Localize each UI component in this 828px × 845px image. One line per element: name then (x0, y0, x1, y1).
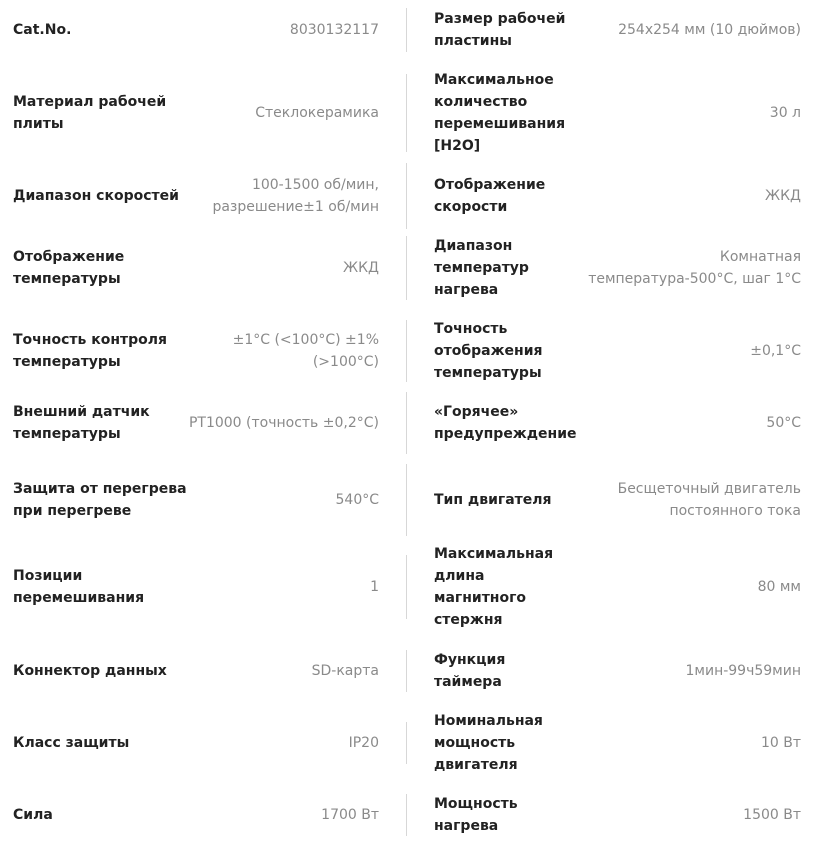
spec-row (0, 650, 828, 692)
spec-cell (0, 555, 406, 619)
spec-value: 10 Вт (760, 735, 801, 751)
spec-row (0, 163, 828, 229)
spec-cell (406, 320, 828, 382)
spec-cell (406, 546, 828, 628)
spec-label: Размер рабочей пластины (434, 11, 566, 49)
spec-label: Коннектор данных (13, 663, 167, 679)
spec-cell (0, 236, 406, 300)
spec-value: 1700 Вт (321, 807, 379, 823)
spec-cell (0, 8, 406, 52)
spec-label: Тип двигателя (434, 492, 552, 508)
spec-value: ±1°C (<100°C) ±1% (>100°C) (232, 332, 379, 370)
spec-value: Бесщеточный двигатель постоянного тока (617, 481, 801, 519)
spec-value: ЖКД (343, 260, 379, 276)
spec-value: ЖКД (765, 188, 801, 204)
spec-label: Точность контроля температуры (13, 332, 167, 370)
spec-value: 1мин-99ч59мин (685, 663, 801, 679)
spec-cell (0, 464, 406, 536)
spec-cell (406, 74, 828, 152)
spec-cell (406, 713, 828, 773)
spec-label: Диапазон температур нагрева (434, 238, 529, 298)
spec-row (0, 74, 828, 152)
spec-label: Функция таймера (434, 652, 506, 690)
spec-cell (0, 74, 406, 152)
spec-value: Комнатная температура-500°C, шаг 1°C (588, 249, 801, 287)
spec-row (0, 236, 828, 300)
spec-label: Материал рабочей плиты (13, 94, 167, 132)
spec-value: 100-1500 об/мин, разрешение±1 об/мин (212, 177, 379, 215)
spec-label: Позиции перемешивания (13, 568, 145, 606)
spec-cell (406, 8, 828, 52)
spec-value: 50°C (766, 415, 801, 431)
spec-label: Максимальное количество перемешивания [H2O] (434, 72, 566, 154)
spec-value: 30 л (769, 105, 801, 121)
spec-row (0, 794, 828, 836)
spec-label: Защита от перегрева при перегреве (13, 481, 187, 519)
spec-cell (406, 392, 828, 454)
spec-label: Мощность нагрева (434, 796, 518, 834)
spec-value: SD-карта (311, 663, 379, 679)
spec-value: 80 мм (757, 579, 801, 595)
spec-label: Отображение скорости (434, 177, 546, 215)
spec-cell (0, 794, 406, 836)
spec-value: Стеклокерамика (255, 105, 379, 121)
spec-cell (406, 236, 828, 300)
spec-cell (0, 392, 406, 454)
spec-cell (406, 794, 828, 836)
spec-value: ±0,1°C (750, 343, 801, 359)
spec-row (0, 713, 828, 773)
spec-label: Максимальная длина магнитного стержня (434, 546, 554, 628)
spec-label: Номинальная мощность двигателя (434, 713, 543, 773)
spec-label: Cat.No. (13, 22, 72, 38)
spec-label: Внешний датчик температуры (13, 404, 150, 442)
spec-value: 254x254 мм (10 дюймов) (618, 22, 801, 38)
spec-cell (0, 650, 406, 692)
spec-label: Сила (13, 807, 53, 823)
spec-cell (406, 163, 828, 229)
spec-cell (0, 320, 406, 382)
spec-label: «Горячее» предупреждение (434, 404, 577, 442)
spec-value: PT1000 (точность ±0,2°C) (188, 415, 379, 431)
spec-cell (406, 464, 828, 536)
spec-value: 540°C (335, 492, 379, 508)
spec-label: Класс защиты (13, 735, 130, 751)
spec-label: Диапазон скоростей (13, 188, 179, 204)
spec-value: 1 (370, 579, 379, 595)
spec-cell (0, 163, 406, 229)
spec-value: 8030132117 (289, 22, 379, 38)
spec-value: 1500 Вт (743, 807, 801, 823)
spec-row (0, 464, 828, 536)
spec-row (0, 546, 828, 628)
spec-value: IP20 (348, 735, 379, 751)
spec-row (0, 320, 828, 382)
spec-cell (406, 650, 828, 692)
spec-label: Точность отображения температуры (434, 321, 543, 381)
spec-label: Отображение температуры (13, 249, 125, 287)
spec-row (0, 392, 828, 454)
spec-row (0, 8, 828, 52)
spec-cell (0, 722, 406, 764)
